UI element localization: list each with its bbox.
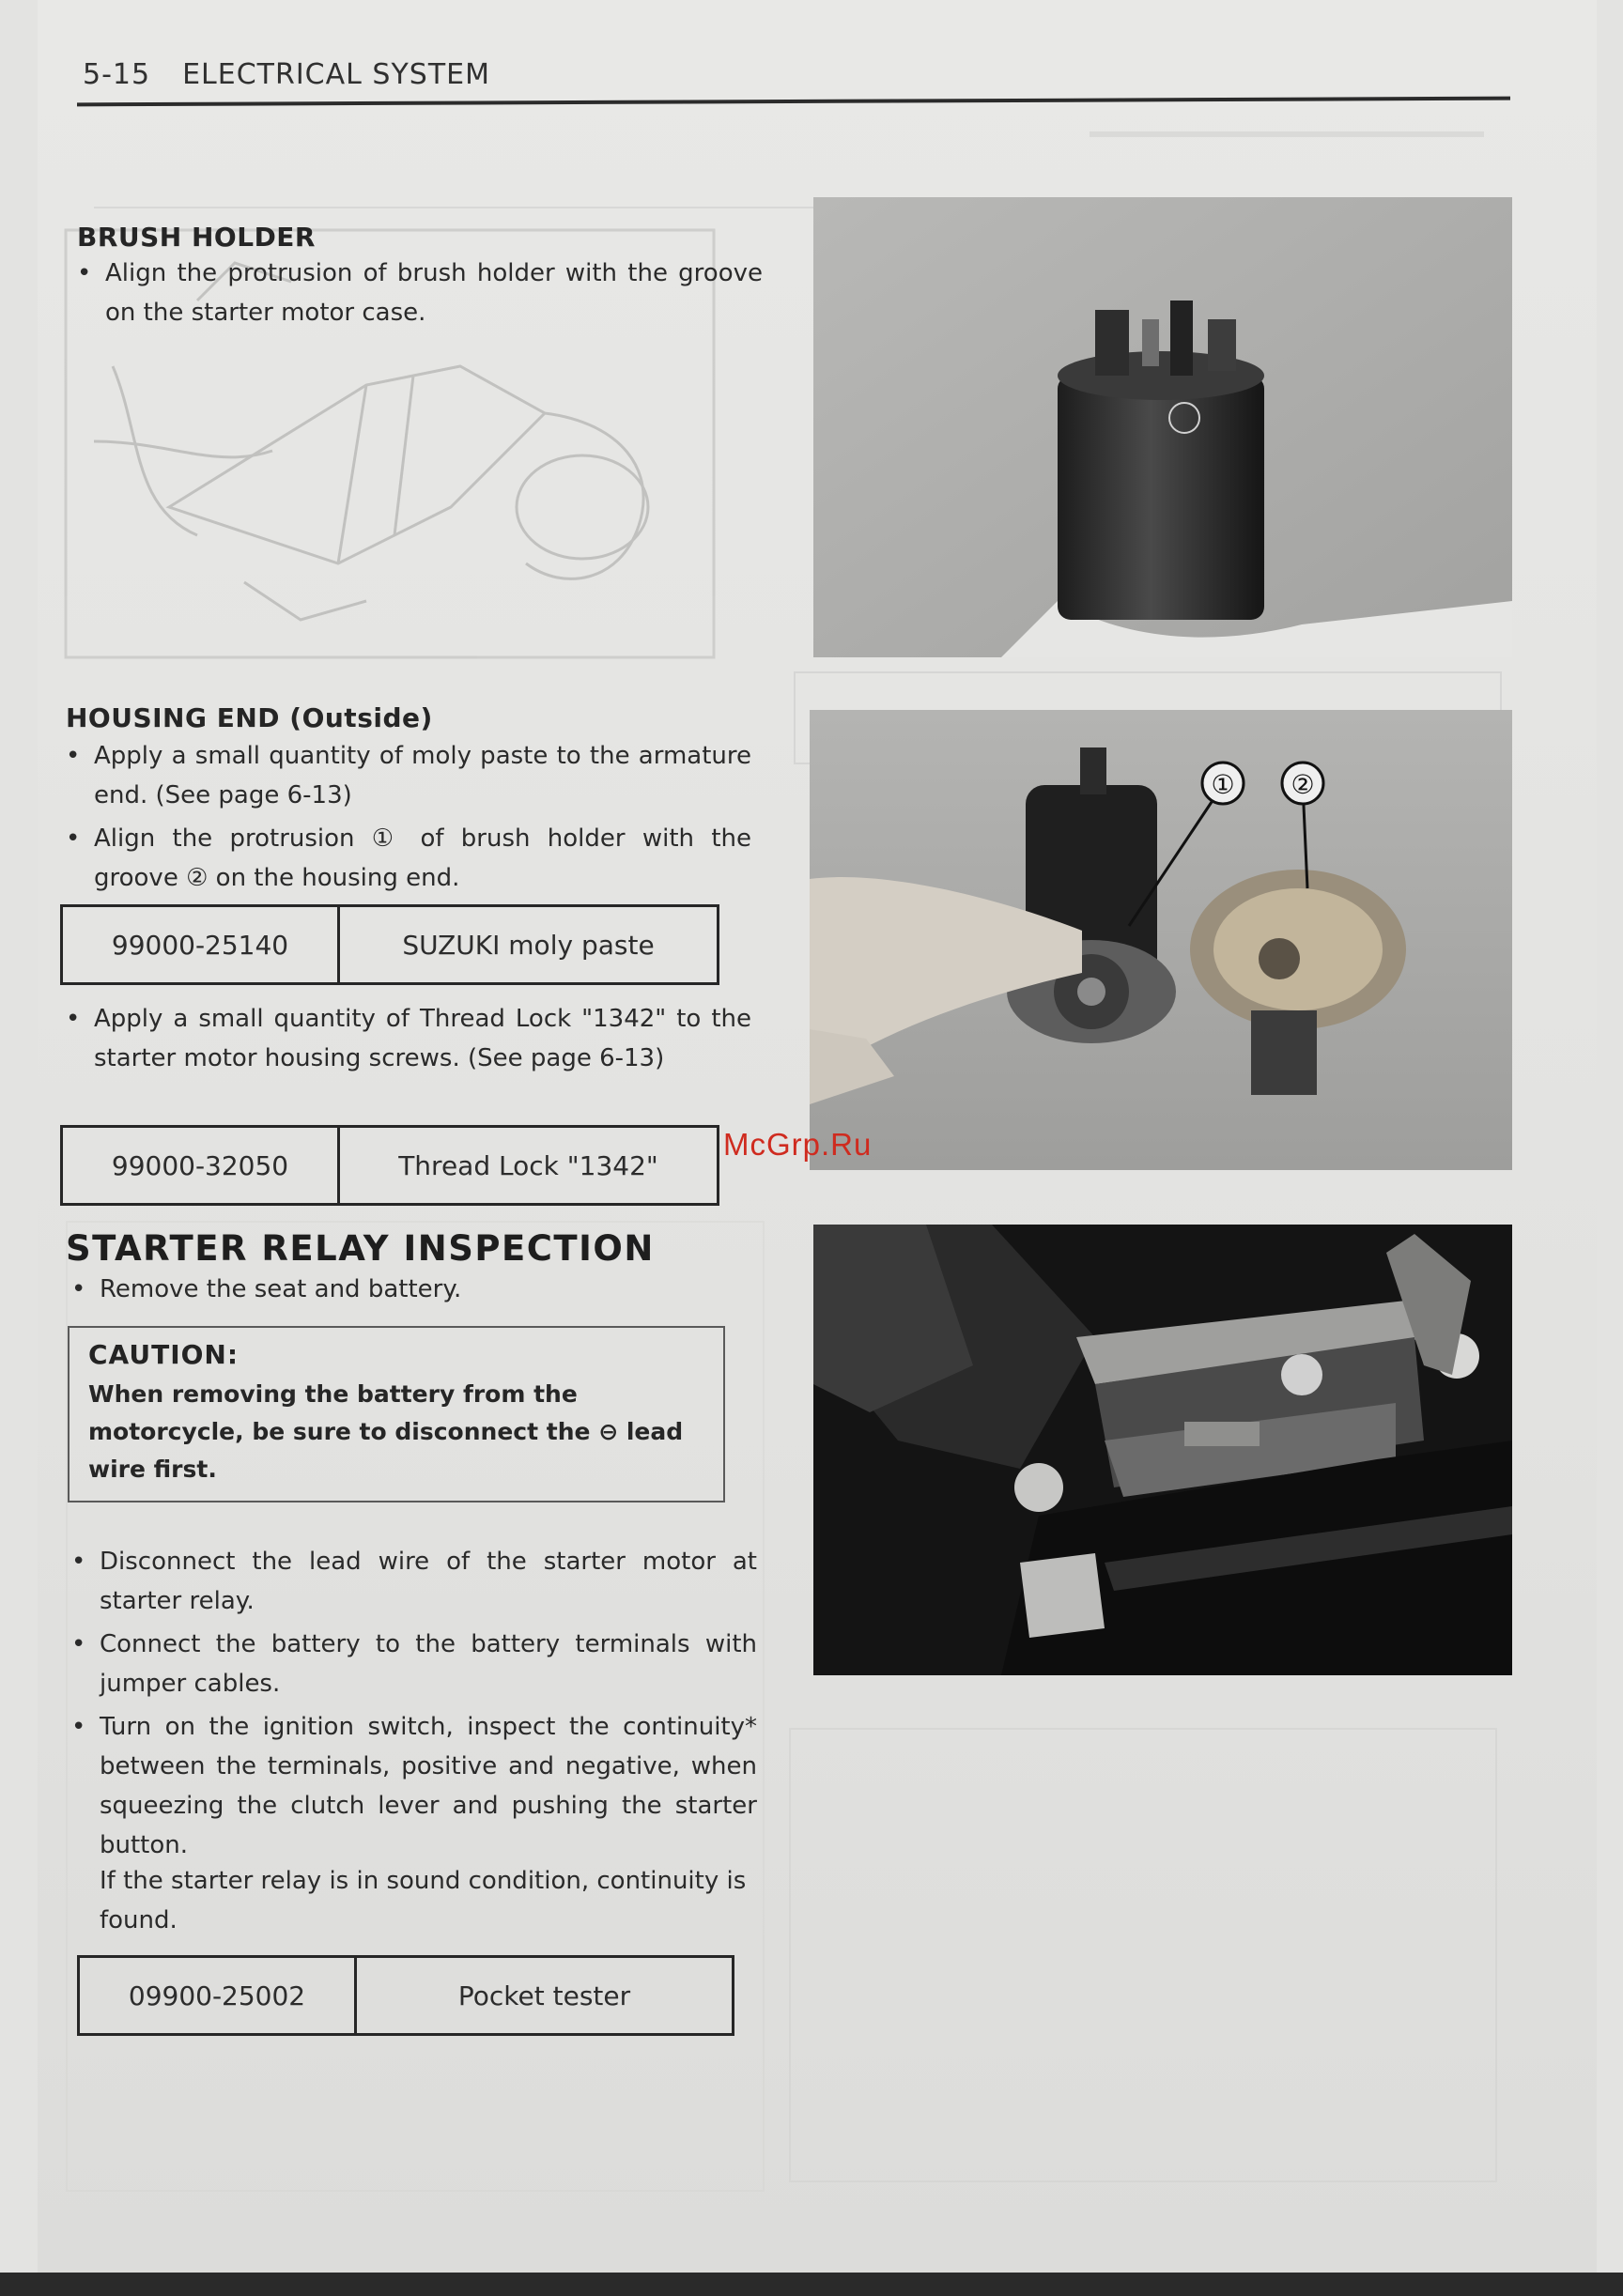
photo-housing-end	[810, 710, 1512, 1170]
brush-holder-heading: BRUSH HOLDER	[77, 222, 316, 253]
tool-name: Thread Lock "1342"	[339, 1127, 719, 1205]
caution-box	[68, 1326, 725, 1502]
photo-brush-holder	[813, 197, 1512, 657]
show-through-line	[1090, 131, 1484, 137]
starter-relay-bullet-4: • Turn on the ignition switch, inspect the continuity* between the terminals, positive and negative, when squeezing the clutch lever and pushing the starter button.	[68, 1707, 757, 1865]
tool-part-number: 99000-32050	[62, 1127, 339, 1205]
housing-end-bullet-1: • Apply a small quantity of moly paste to the armature end. (See page 6-13)	[62, 736, 751, 815]
housing-end-bullet-3: • Apply a small quantity of Thread Lock "1342" to the starter motor housing screws. (See page 6-13)	[62, 999, 751, 1078]
page-number: 5-15	[83, 58, 151, 91]
tool-table-pocket-tester	[77, 1955, 734, 2036]
tool-name: SUZUKI moly paste	[339, 906, 719, 984]
starter-relay-heading: STARTER RELAY INSPECTION	[66, 1228, 655, 1269]
tool-part-number: 09900-25002	[79, 1957, 356, 2035]
caution-title: CAUTION:	[88, 1339, 240, 1370]
tool-table-thread-lock	[60, 1125, 719, 1206]
housing-end-bullet-2: • Align the protrusion ① of brush holder with the groove ② on the housing end.	[62, 819, 751, 898]
caution-text: When removing the battery from the motorcycle, be sure to disconnect the ⊖ lead wire first.	[88, 1380, 684, 1483]
watermark: McGrp.Ru	[723, 1127, 873, 1162]
brush-holder-bullet: • Align the protrusion of brush holder with the groove on the starter motor case.	[73, 254, 763, 332]
callout-1: ①	[1211, 769, 1235, 800]
section-title: ELECTRICAL SYSTEM	[182, 58, 490, 91]
page-bottom-edge	[0, 2273, 1623, 2296]
starter-relay-bullet-1: • Remove the seat and battery.	[68, 1270, 757, 1309]
tool-name: Pocket tester	[356, 1957, 734, 2035]
tool-part-number: 99000-25140	[62, 906, 339, 984]
show-through-box	[789, 1728, 1497, 2182]
photo-starter-relay	[813, 1225, 1512, 1675]
starter-relay-bullet-3: • Connect the battery to the battery terminals with jumper cables.	[68, 1625, 757, 1703]
housing-end-heading: HOUSING END (Outside)	[66, 702, 433, 733]
tool-table-moly-paste	[60, 904, 719, 985]
starter-relay-bullet-2: • Disconnect the lead wire of the starter motor at starter relay.	[68, 1542, 757, 1621]
callout-2: ②	[1291, 769, 1315, 800]
starter-relay-note: If the starter relay is in sound condition, continuity is found.	[100, 1867, 747, 1934]
show-through-line	[94, 207, 827, 208]
page-header	[83, 58, 490, 91]
